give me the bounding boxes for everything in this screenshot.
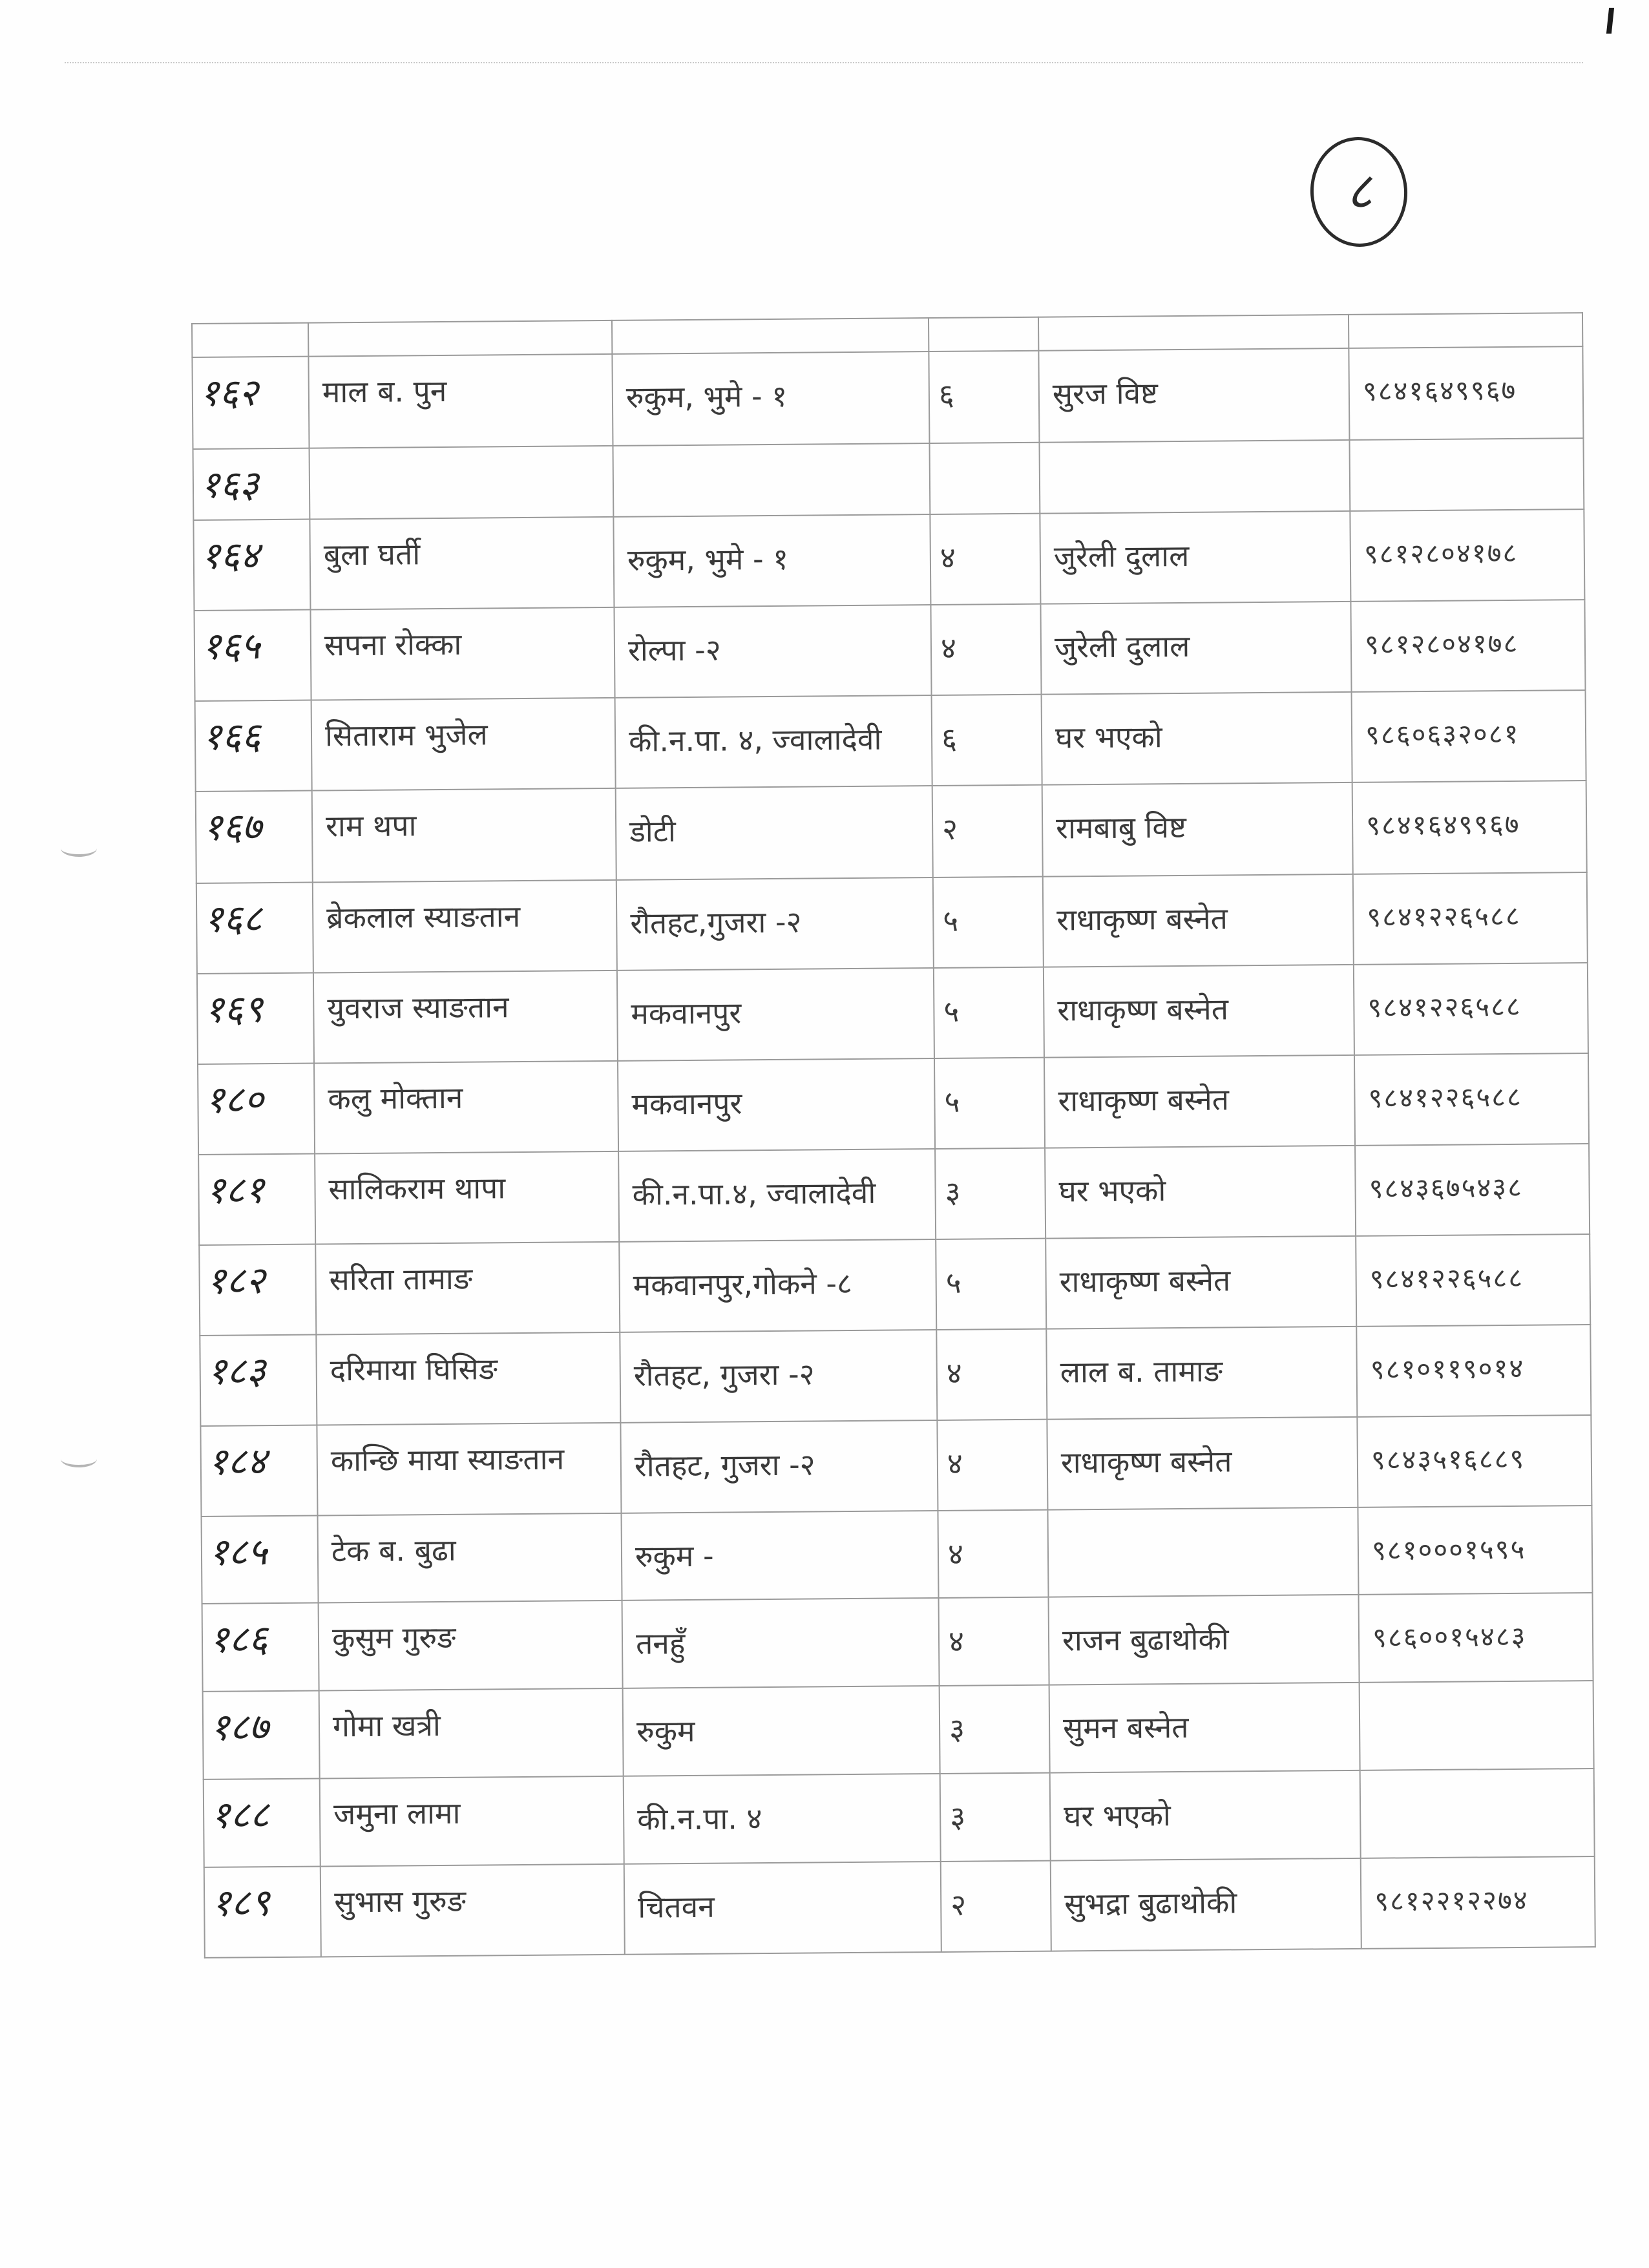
table-row — [199, 1234, 1590, 1336]
header-cell — [929, 317, 1038, 352]
serial-cell: १६४ — [193, 520, 310, 611]
count-cell: ५ — [934, 967, 1044, 1058]
address-cell: तनहुँ — [622, 1598, 940, 1688]
address-cell: डोटी — [616, 786, 933, 880]
header-cell — [612, 318, 929, 354]
name-cell: सिताराम भुजेल — [311, 698, 616, 791]
contact-person-cell: राधाकृष्ण बस्नेत — [1044, 965, 1354, 1058]
page-number: ८ — [1343, 162, 1374, 222]
serial-cell: १८५ — [202, 1516, 319, 1604]
serial-cell: १६६ — [195, 700, 312, 792]
name-cell: सपना रोक्का — [310, 607, 614, 700]
phone-cell: ९८४१६४९९६७ — [1352, 781, 1587, 874]
count-cell: ६ — [932, 695, 1042, 786]
table-row — [197, 963, 1588, 1064]
serial-cell: १८० — [198, 1064, 315, 1155]
phone-cell: ९८१२२१२२७४ — [1361, 1856, 1595, 1949]
contact-person-cell: जुरेली दुलाल — [1040, 602, 1351, 695]
phone-cell: ९८४१२२६५८८ — [1353, 872, 1588, 965]
count-cell: २ — [941, 1861, 1051, 1952]
phone-cell: ९८६०६३२०८१ — [1352, 690, 1586, 782]
punch-hole-mark — [61, 840, 97, 857]
contact-person-cell: राधाकृष्ण बस्नेत — [1047, 1417, 1358, 1510]
name-cell — [310, 446, 614, 520]
table-row — [195, 690, 1586, 792]
address-cell — [613, 443, 930, 517]
phone-cell: ९८४१२२६५८८ — [1354, 963, 1588, 1055]
serial-cell: १८८ — [204, 1779, 320, 1867]
serial-cell: १६७ — [196, 791, 313, 883]
count-cell: २ — [932, 785, 1043, 877]
table-row — [200, 1415, 1591, 1517]
header-cell — [308, 320, 612, 357]
table-row — [192, 346, 1583, 449]
name-cell: राम थपा — [312, 788, 616, 883]
name-cell: ब्रेकलाल स्याङतान — [313, 880, 617, 973]
address-cell: रौतहट,गुजरा -२ — [616, 877, 934, 971]
contact-person-cell: घर भएको — [1045, 1146, 1356, 1239]
contact-person-cell: जुरेली दुलाल — [1040, 511, 1350, 604]
count-cell: ५ — [936, 1239, 1046, 1330]
name-cell: बुला घर्ती — [310, 517, 614, 610]
address-cell: की.न.पा. ४, ज्वालादेवी — [615, 695, 932, 788]
table-row — [193, 438, 1584, 520]
count-cell: ४ — [930, 604, 1041, 695]
name-cell: कान्छि माया स्याङतान — [317, 1423, 621, 1516]
address-cell: मकवानपुर — [617, 968, 934, 1061]
contact-person-cell: घर भएको — [1050, 1770, 1361, 1861]
count-cell: ५ — [933, 877, 1044, 968]
serial-cell: १८२ — [199, 1244, 316, 1336]
serial-cell: १८७ — [203, 1691, 320, 1780]
serial-cell: १६९ — [197, 973, 314, 1064]
phone-cell: ९८४१२२६५८८ — [1356, 1234, 1590, 1327]
corner-pen-mark — [1606, 8, 1614, 34]
address-cell: रुकुम, भुमे - १ — [612, 352, 929, 446]
phone-cell: ९८४१६४९९६७ — [1349, 346, 1583, 440]
table-row — [203, 1681, 1594, 1780]
address-cell: मकवानपुर — [618, 1058, 935, 1151]
name-cell: जमुना लामा — [320, 1776, 624, 1867]
serial-cell: १६५ — [194, 610, 311, 701]
count-cell: ५ — [934, 1058, 1045, 1149]
count-cell: ३ — [940, 1773, 1051, 1862]
address-cell: की.न.पा. ४ — [624, 1774, 941, 1864]
serial-cell: १८१ — [198, 1154, 315, 1245]
contact-person-cell: सुरज विष्ट — [1038, 348, 1349, 443]
count-cell: ३ — [940, 1685, 1050, 1774]
address-cell: रौतहट, गुजरा -२ — [620, 1420, 938, 1513]
register-table — [191, 312, 1596, 1958]
table-row — [196, 781, 1587, 883]
header-cell — [1038, 315, 1349, 351]
page-top-rule — [65, 62, 1583, 63]
contact-person-cell: रामबाबु विष्ट — [1042, 782, 1353, 877]
address-cell: चितवन — [624, 1862, 941, 1955]
address-cell: मकवानपुर,गोकने -८ — [619, 1239, 936, 1332]
contact-person-cell: राधाकृष्ण बस्नेत — [1043, 874, 1354, 967]
serial-cell: १८६ — [202, 1603, 319, 1692]
table-row — [198, 1144, 1590, 1245]
table-row — [200, 1325, 1591, 1426]
serial-cell: १६२ — [192, 357, 309, 449]
address-cell: रोल्पा -२ — [614, 605, 931, 698]
table-row — [204, 1769, 1595, 1867]
count-cell: ४ — [937, 1420, 1047, 1511]
count-cell: ६ — [929, 351, 1039, 443]
count-cell: ४ — [938, 1510, 1048, 1598]
phone-cell — [1360, 1681, 1594, 1770]
phone-cell — [1349, 438, 1584, 511]
name-cell: युवराज स्याङतान — [313, 971, 618, 1064]
table-row — [204, 1856, 1595, 1958]
count-cell: ३ — [935, 1148, 1045, 1239]
table-row — [202, 1593, 1593, 1692]
contact-person-cell: राजन बुढाथोकी — [1049, 1595, 1360, 1685]
serial-cell: १६३ — [193, 448, 310, 520]
page-number-circle — [1307, 134, 1411, 250]
address-cell: रुकुम, भुमे - १ — [613, 514, 930, 607]
serial-cell: १८९ — [204, 1867, 321, 1958]
contact-person-cell: राधाकृष्ण बस्नेत — [1045, 1236, 1356, 1329]
count-cell: ४ — [930, 514, 1040, 605]
header-cell — [1349, 313, 1582, 348]
serial-cell: १६८ — [196, 883, 313, 974]
phone-cell: ९८१२८०४१७८ — [1350, 509, 1584, 602]
contact-person-cell — [1039, 440, 1350, 514]
contact-person-cell: लाल ब. तामाङ — [1046, 1327, 1357, 1420]
name-cell: सुभास गुरुङ — [320, 1864, 625, 1957]
phone-cell: ९८१०००१५९५ — [1358, 1506, 1592, 1595]
contact-person-cell — [1047, 1507, 1358, 1597]
contact-person-cell: सुभद्रा बुढाथोकी — [1051, 1858, 1361, 1951]
address-cell: की.न.पा.४, ज्वालादेवी — [618, 1149, 936, 1242]
table-row — [193, 509, 1584, 611]
contact-person-cell: घर भएको — [1042, 692, 1352, 785]
phone-cell: ९८६००१५४८३ — [1359, 1593, 1593, 1683]
address-cell: रुकुम — [623, 1686, 940, 1776]
address-cell: रौतहट, गुजरा -२ — [620, 1330, 937, 1423]
name-cell: सरिता तामाङ — [315, 1242, 620, 1335]
phone-cell: ९८४१२२६५८८ — [1354, 1053, 1589, 1146]
table-row — [198, 1053, 1589, 1155]
name-cell: कुसुम गुरुङ — [319, 1601, 623, 1691]
table-row — [194, 600, 1585, 701]
name-cell: सालिकराम थापा — [315, 1151, 619, 1244]
name-cell: दरिमाया घिसिङ — [316, 1332, 620, 1425]
count-cell: ४ — [939, 1597, 1049, 1686]
name-cell: कलु मोक्तान — [314, 1061, 618, 1154]
serial-cell: १८३ — [200, 1335, 317, 1426]
phone-cell: ९८४३५१६८८९ — [1357, 1415, 1591, 1507]
name-cell: टेक ब. बुढा — [318, 1513, 622, 1603]
name-cell: गोमा खत्री — [319, 1688, 624, 1779]
serial-cell: १८४ — [200, 1425, 317, 1517]
count-cell — [929, 443, 1040, 514]
phone-cell: ९८१२८०४१७८ — [1350, 600, 1585, 692]
register-table-container — [191, 312, 1595, 2050]
address-cell: रुकुम - — [621, 1511, 938, 1601]
table-row — [202, 1506, 1593, 1604]
header-cell — [192, 323, 308, 357]
contact-person-cell: राधाकृष्ण बस्नेत — [1044, 1055, 1355, 1148]
name-cell: माल ब. पुन — [308, 354, 613, 448]
count-cell: ४ — [936, 1329, 1047, 1420]
phone-cell: ९८४३६७५४३८ — [1355, 1144, 1590, 1236]
contact-person-cell: सुमन बस्नेत — [1049, 1683, 1360, 1773]
phone-cell — [1360, 1769, 1595, 1858]
punch-hole-mark — [61, 1451, 97, 1467]
phone-cell: ९८१०११९०१४ — [1356, 1325, 1591, 1417]
table-row — [196, 872, 1588, 974]
register-table-body — [192, 313, 1595, 1958]
